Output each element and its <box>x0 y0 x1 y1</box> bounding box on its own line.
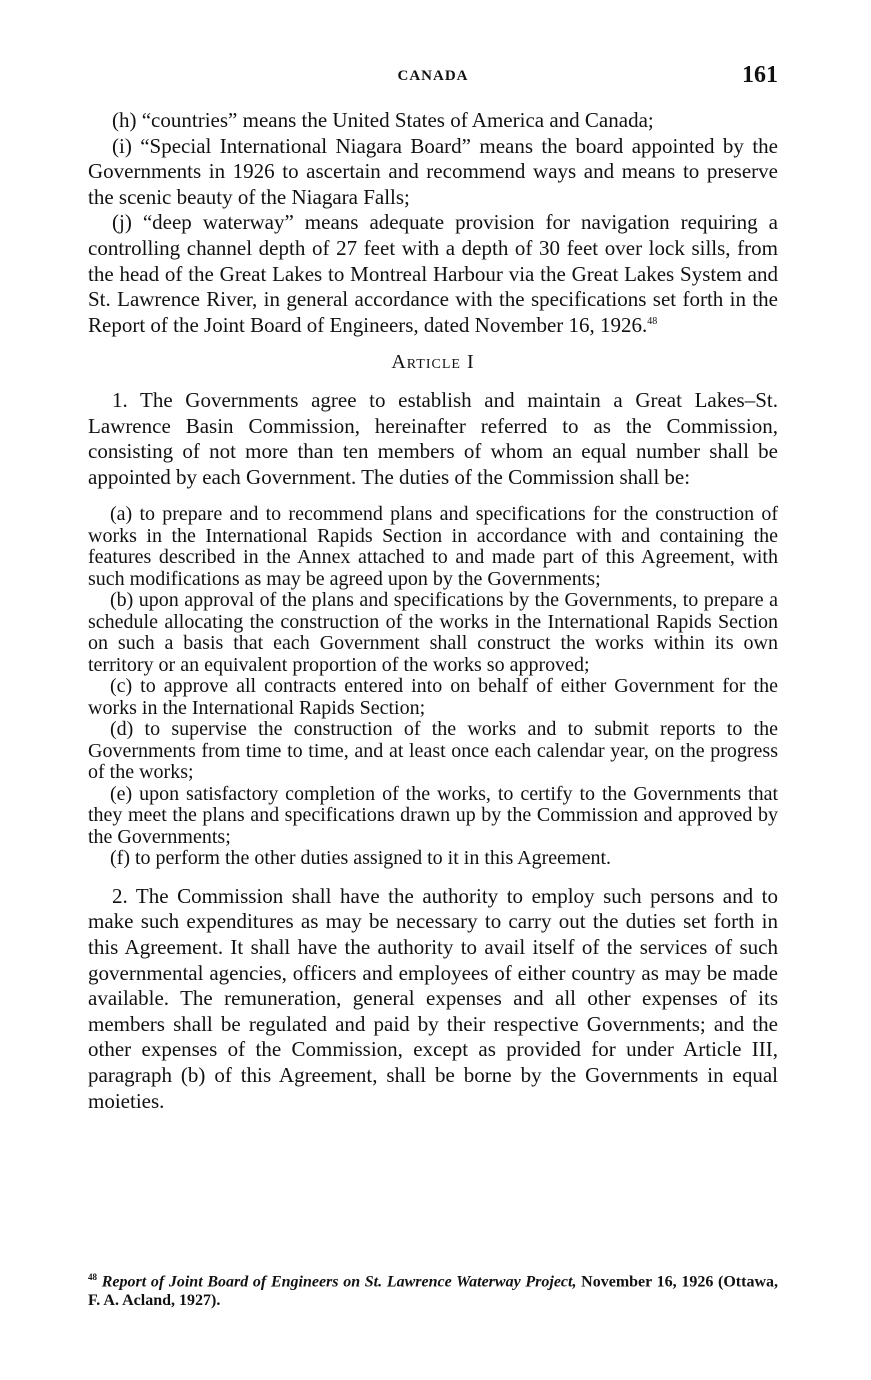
page-number: 161 <box>742 62 778 88</box>
definition-h: (h) “countries” means the United States of America and Canada; <box>112 108 654 132</box>
footnote-title: Report of Joint Board of Engineers on St. Lawrence Waterway Project, <box>101 1273 577 1291</box>
definition-j <box>88 210 778 338</box>
definition-i: (i) “Special International Niagara Board” means the board appointed by the Governments in 1926 to ascertain and recommend ways and means to preserve the scenic beauty of the Niagara Falls; <box>88 133 778 209</box>
duty-d: (d) to supervise the construction of the works and to submit reports to the Governments from time to time, and at least once each calendar year, on the progress of the works; <box>88 718 778 784</box>
article-paragraph-1: 1. The Governments agree to establish and maintain a Great Lakes–St. Lawrence Basin Commission, hereinafter referred to as the Commission, consisting of not more than ten members of whom an equal number shall be appointed by each Government. The duties of the Commission shall be: <box>88 387 778 489</box>
footnote-reference: 48 <box>647 315 658 327</box>
footnote-citation: November 16, 1926 (Ottawa, F. A. Acland, 1927). <box>88 1273 779 1310</box>
definition-j-text: (j) “deep waterway” means adequate provision for navigation requiring a controlling channel depth of 27 feet with a depth of 30 feet over lock sills, from the head of the Great Lakes to Montreal Harbour via the Great Lakes System and St. Lawrence River, in general accordance with the specifications set forth in the Report of the Joint Board of Engineers, dated November 16, 1926. <box>88 210 778 337</box>
duty-e: (e) upon satisfactory completion of the works, to certify to the Governments that they meet the plans and specifications drawn up by the Commission and approved by the Governments; <box>88 782 778 848</box>
body-text <box>88 108 778 1114</box>
footnote <box>88 1268 778 1310</box>
article-heading: Article I <box>391 351 475 374</box>
footnote-mark: 48 <box>88 1272 97 1282</box>
duty-f: (f) to perform the other duties assigned to it in this Agreement. <box>110 847 611 870</box>
duty-c: (c) to approve all contracts entered into on behalf of either Government for the works in the International Rapids Section; <box>88 675 778 719</box>
running-title: CANADA <box>397 68 469 84</box>
article-paragraph-2: 2. The Commission shall have the authority to employ such persons and to make such expenditures as may be necessary to carry out the duties set forth in this Agreement. It shall have the authority to avail itself of the services of such governmental agencies, officers and employees of either country as may be made available. The remuneration, general expenses and all other expenses of its members shall be regulated and paid by their respective Governments; and the other expenses of the Commission, except as provided for under Article III, paragraph (b) of this Agreement, shall be borne by the Governments in equal moieties. <box>88 883 778 1113</box>
commission-duties-list <box>88 504 778 870</box>
duty-a: (a) to prepare and to recommend plans and specifications for the construction of works in the International Rapids Section in accordance with and containing the features described in the Annex attached to and made part of this Agreement, with such modifications as may be agreed upon by the Governments; <box>88 503 778 590</box>
page-header <box>88 62 778 94</box>
duty-b: (b) upon approval of the plans and specifications by the Governments, to prepare a schedule allocating the construction of the works in the International Rapids Section on such a basis that each Government shall construct the works within its own territory or an equivalent proportion of the works so approved; <box>88 589 778 676</box>
